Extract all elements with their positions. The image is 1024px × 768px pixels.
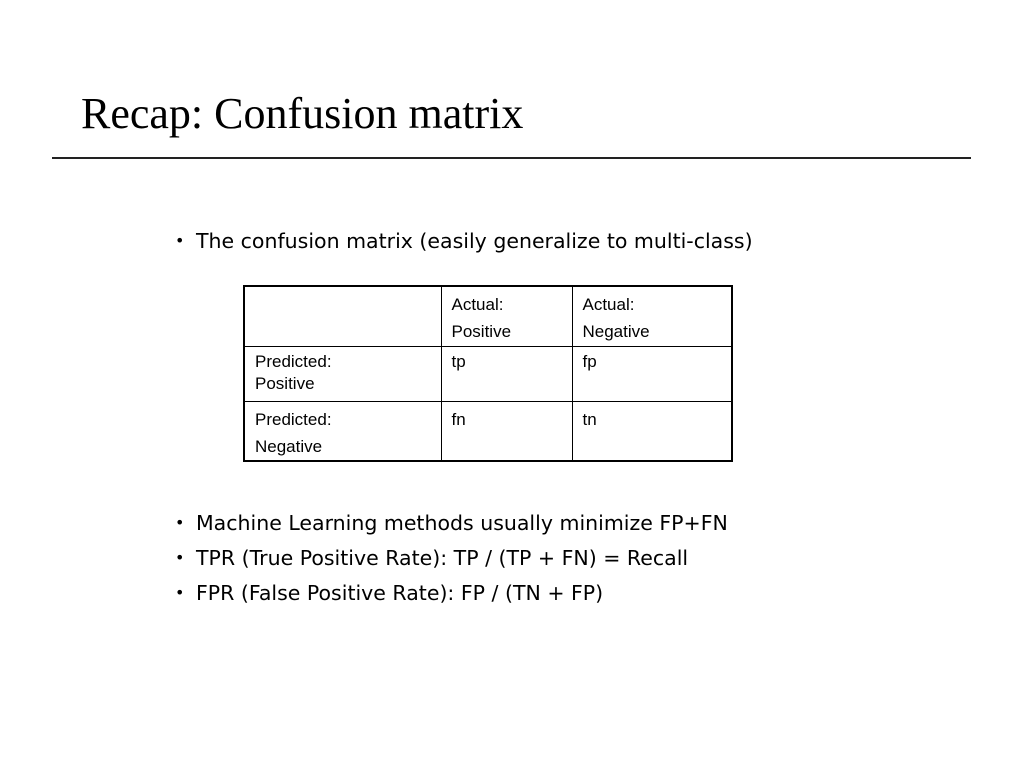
header-actual-negative [572,286,732,346]
title-divider [52,157,971,159]
cell-tn: tn [572,401,732,461]
row-label-line: Positive [255,373,315,393]
slide-title: Recap: Confusion matrix [81,89,524,138]
header-actual-positive [441,286,572,346]
row-label-line: Predicted: [255,409,332,429]
cell-tp: tp [441,346,572,401]
header-line: Actual: [451,295,504,314]
bullet-dot-icon: • [175,548,185,567]
bullet-text: Machine Learning methods usually minimize FP+FN [196,511,728,535]
bullet-item [175,227,753,255]
bullet-item [175,579,603,607]
bullet-item [175,509,728,537]
bullet-item [175,544,688,572]
table-corner-cell [244,286,441,346]
cell-fp: fp [572,346,732,401]
bullet-dot-icon: • [175,513,185,532]
row-label-predicted-positive [244,346,441,401]
bullet-text: The confusion matrix (easily generalize to multi-class) [196,229,753,253]
row-label-line: Predicted: [255,351,332,371]
confusion-matrix-table [243,285,733,462]
bullet-text: FPR (False Positive Rate): FP / (TN + FP) [196,581,604,605]
header-line: Positive [451,322,512,341]
row-label-line: Negative [255,436,323,456]
bullet-dot-icon: • [175,583,185,602]
cell-fn: fn [441,401,572,461]
header-line: Negative [582,322,650,341]
table-header-row [244,286,732,346]
table-row [244,401,732,461]
row-label-predicted-negative [244,401,441,461]
bullet-dot-icon: • [175,231,185,250]
header-line: Actual: [582,295,635,314]
table-row [244,346,732,401]
bullet-text: TPR (True Positive Rate): TP / (TP + FN) = Recall [196,546,689,570]
